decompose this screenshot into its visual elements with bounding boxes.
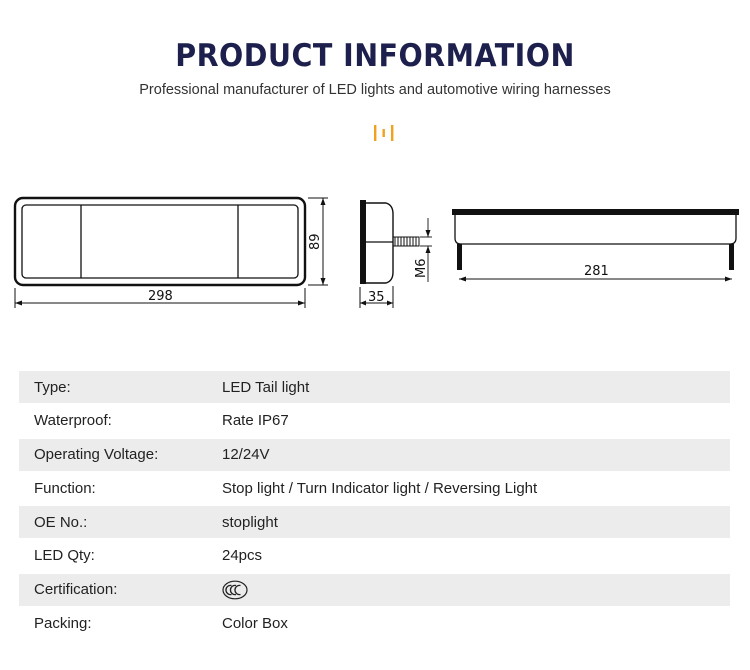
spec-row-led-qty [19, 540, 730, 572]
technical-drawing [0, 180, 750, 320]
spec-value: stoplight [222, 513, 278, 531]
spec-row-packing [19, 607, 730, 639]
spec-row-function [19, 472, 730, 504]
side-depth-label: 35 [368, 290, 385, 305]
page-subtitle: Professional manufacturer of LED lights and automotive wiring harnesses [139, 82, 611, 98]
spec-value: Stop light / Turn Indicator light / Reversing Light [222, 479, 538, 497]
spec-label: OE No.: [34, 513, 88, 531]
spec-label: Certification: [34, 581, 118, 598]
spec-label: Type: [34, 378, 71, 396]
spec-label: Operating Voltage: [34, 446, 159, 463]
stud-spacing-label: 281 [584, 264, 609, 279]
spec-row-type [19, 371, 730, 403]
stud-size-label: M6 [414, 258, 429, 278]
spec-value: Color Box [222, 614, 288, 632]
front-view [15, 198, 328, 308]
spec-row-certification [19, 574, 730, 606]
spec-value: Rate IP67 [222, 412, 289, 430]
spec-label: Waterproof: [34, 412, 112, 430]
front-height-label: 89 [308, 233, 323, 250]
side-view [360, 200, 432, 308]
spec-value [222, 580, 730, 600]
spec-row-waterproof [19, 405, 730, 437]
spec-label: LED Qty: [34, 547, 95, 565]
spec-value: LED Tail light [222, 378, 310, 396]
spec-label: Packing: [34, 614, 92, 632]
spec-value: 24pcs [222, 547, 263, 565]
spec-row-voltage [19, 439, 730, 471]
spec-row-oe-no [19, 506, 730, 538]
ccc-certification-icon [222, 580, 248, 600]
front-width-label: 298 [148, 289, 173, 304]
top-view [452, 209, 739, 282]
page-title: PRODUCT INFORMATION [175, 38, 575, 74]
spec-label: Function: [34, 479, 96, 497]
spec-table [19, 371, 730, 641]
accent-bars-icon [373, 124, 395, 142]
spec-value: 12/24V [222, 446, 270, 463]
